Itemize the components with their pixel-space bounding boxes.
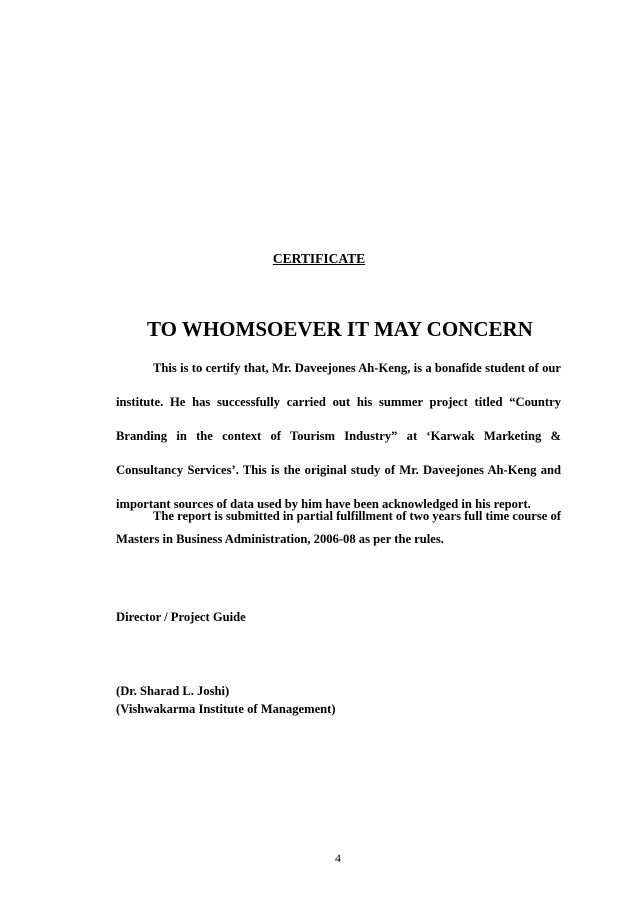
signatory-role: Director / Project Guide bbox=[116, 610, 246, 624]
certificate-subheading: TO WHOMSOEVER IT MAY CONCERN bbox=[147, 317, 533, 341]
paragraph-2-text: The report is submitted in partial fulfillment of two years full time course of Masters in Business Administration, 2006-08 as per the rules. bbox=[116, 509, 561, 546]
certificate-paragraph-2 bbox=[116, 505, 561, 551]
page-number: 4 bbox=[335, 851, 341, 865]
signatory-institute: (Vishwakarma Institute of Management) bbox=[116, 702, 336, 716]
signatory-name: (Dr. Sharad L. Joshi) bbox=[116, 684, 230, 698]
certificate-paragraph-1 bbox=[116, 351, 561, 521]
certificate-heading: CERTIFICATE bbox=[272, 251, 366, 266]
paragraph-1-text: This is to certify that, Mr. Daveejones Ah-Keng, is a bonafide student of our institute. He has successfully carried out his summer project titled “Country Branding in the context of Tourism Industry” at ‘Karwak Marketing & Consultancy Services’. This is the original study of Mr. Daveejones Ah-Keng and important sources of data used by him have been acknowledged in his report. bbox=[116, 361, 561, 511]
